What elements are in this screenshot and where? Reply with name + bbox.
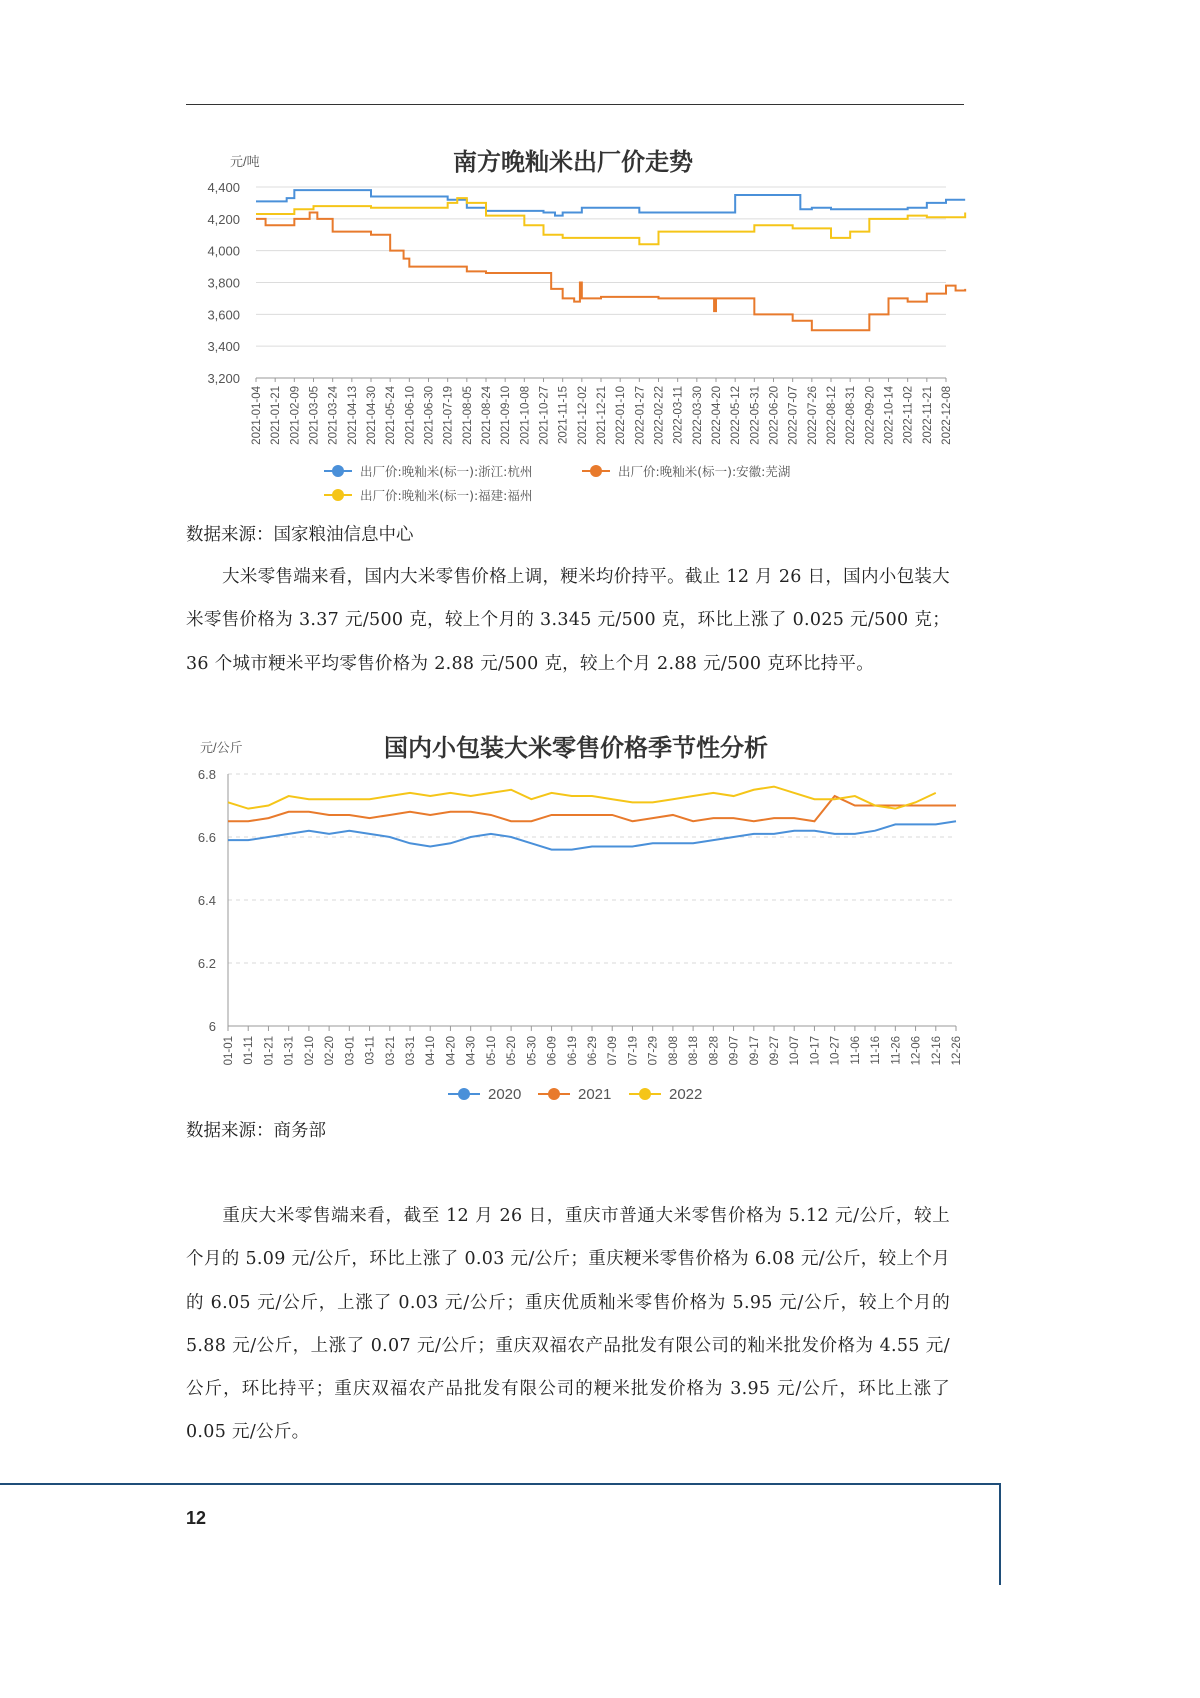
x-tick-label: 03-31 [405,1036,417,1066]
x-tick-label: 12-06 [910,1036,923,1066]
x-tick-label: 2021-01-21 [270,386,283,445]
x-tick-label: 2022-05-12 [730,386,743,445]
legend-label: 2021 [578,1086,612,1103]
x-tick-label: 12-26 [951,1036,963,1066]
x-tick-label: 2021-04-13 [346,386,359,445]
legend-label: 出厂价:晚籼米(标一):浙江:杭州 [360,464,533,479]
x-tick-label: 2022-07-26 [806,386,819,445]
x-tick-label: 2022-09-20 [864,386,877,445]
legend-marker [458,1088,470,1100]
x-tick-label: 2021-10-27 [538,386,551,445]
x-tick-label: 2021-10-08 [519,386,532,445]
y-tick-label: 3,200 [207,371,240,386]
y-tick-label: 4,200 [207,211,240,227]
x-tick-label: 03-11 [364,1036,377,1065]
x-tick-label: 05-20 [506,1036,519,1066]
x-tick-label: 2021-09-10 [500,386,513,445]
legend-label: 出厂价:晚籼米(标一):福建:福州 [360,488,533,503]
y-axis-unit: 元/公斤 [200,740,243,755]
series-line [228,787,936,809]
x-tick-label: 2022-12-08 [941,386,953,445]
x-tick-label: 10-27 [829,1036,842,1066]
x-tick-label: 2022-11-21 [921,386,934,444]
y-tick-label: 4,000 [207,243,240,259]
x-tick-label: 2021-03-24 [327,386,340,445]
y-tick-label: 6.6 [197,830,216,845]
x-tick-label: 2021-12-02 [576,386,589,445]
legend-label: 出厂价:晚籼米(标一):安徽:芜湖 [618,464,791,479]
series-line [228,821,956,849]
x-tick-label: 08-18 [688,1036,701,1066]
x-tick-label: 09-27 [769,1036,781,1066]
x-tick-label: 04-10 [425,1036,438,1066]
x-tick-label: 2021-06-10 [404,386,417,445]
series-line [256,198,965,244]
y-tick-label: 6.4 [197,893,216,908]
y-tick-label: 6.2 [197,956,216,971]
x-tick-label: 2022-03-11 [672,386,685,444]
y-tick-label: 3,800 [207,275,240,291]
chart1-source: 数据来源：国家粮油信息中心 [186,525,414,545]
x-tick-label: 07-19 [627,1036,640,1066]
y-tick-label: 3,400 [207,339,240,355]
x-tick-label: 01-31 [283,1036,296,1066]
x-tick-label: 2021-01-04 [251,386,263,445]
legend-marker [590,465,602,477]
x-tick-label: 01-21 [263,1036,276,1066]
legend-label: 2020 [488,1086,522,1103]
x-tick-label: 2021-02-09 [289,386,302,445]
x-tick-label: 12-16 [930,1036,943,1066]
chart-factory-price-svg [186,140,966,515]
x-tick-label: 2021-04-30 [366,386,378,445]
x-tick-label: 10-07 [789,1036,802,1066]
x-tick-label: 07-29 [647,1036,660,1066]
page-number: 12 [186,1508,207,1528]
x-tick-label: 2022-05-31 [749,386,762,445]
x-tick-label: 06-19 [566,1036,579,1066]
x-tick-label: 2021-08-24 [481,386,493,445]
chart-factory-price [186,140,966,515]
x-tick-label: 05-30 [526,1036,539,1066]
x-tick-label: 04-20 [445,1036,458,1066]
x-tick-label: 2022-03-30 [691,386,704,445]
header-rule [186,104,964,105]
x-tick-label: 09-07 [728,1036,741,1066]
chart-seasonal [186,728,966,1113]
y-tick-label: 6 [208,1019,216,1034]
y-tick-label: 6.8 [197,767,216,782]
legend-marker [548,1088,560,1100]
chart-title: 南方晚籼米出厂价走势 [453,148,693,176]
x-tick-label: 08-08 [667,1036,680,1066]
series-line [256,190,965,215]
x-tick-label: 10-17 [809,1036,822,1066]
x-tick-label: 2021-11-15 [557,386,570,444]
legend-label: 2022 [669,1086,703,1103]
x-tick-label: 2021-08-05 [461,386,474,445]
x-tick-label: 2022-11-02 [902,386,915,444]
x-tick-label: 01-01 [223,1036,235,1066]
x-tick-label: 2022-08-12 [826,386,838,445]
chart-seasonal-svg [186,728,966,1113]
y-tick-label: 4,400 [207,180,240,195]
x-tick-label: 2022-04-20 [711,386,723,445]
x-tick-label: 11-06 [849,1036,862,1065]
x-tick-label: 2022-06-20 [768,386,781,445]
x-tick-label: 2021-03-05 [308,386,321,445]
chart-title: 国内小包装大米零售价格季节性分析 [384,734,768,762]
legend-marker [332,489,344,501]
x-tick-label: 2021-05-24 [385,386,398,445]
x-tick-label: 2022-01-10 [615,386,628,445]
chart2-source: 数据来源：商务部 [186,1121,326,1141]
paragraph-retail-national-text: 大米零售端来看，国内大米零售价格上调，粳米均价持平。截止 12 月 26 日，国内小包装大米零售价格为 3.37 元/500 克，较上个月的 3.345 元/500 克，环比上涨了 0.025 元/500 克；36 个城市粳米平均零售价格为 2.88 元/500 克，较上个月 2.88 元/500 克环比持平。 [186,567,950,674]
x-tick-label: 2022-02-22 [653,386,666,445]
legend-marker [639,1088,651,1100]
paragraph-retail-national [186,556,950,686]
x-tick-label: 03-01 [344,1036,357,1066]
x-tick-label: 03-21 [384,1036,397,1066]
y-axis-unit: 元/吨 [230,154,260,169]
paragraph-retail-chongqing [186,1195,950,1455]
x-tick-label: 2022-08-31 [845,386,858,445]
x-tick-label: 2021-07-19 [442,386,455,445]
x-tick-label: 11-16 [870,1036,883,1065]
x-tick-label: 02-20 [324,1036,337,1066]
x-tick-label: 06-09 [546,1036,559,1066]
paragraph-retail-chongqing-text: 重庆大米零售端来看，截至 12 月 26 日，重庆市普通大米零售价格为 5.12 元/公斤，较上个月的 5.09 元/公斤，环比上涨了 0.03 元/公斤；重庆粳米零售价格为 6.08 元/公斤，较上个月的 6.05 元/公斤，上涨了 0.03 元/公斤；重庆优质籼米零售价格为 5.95 元/公斤，较上个月的 5.88 元/公斤，上涨了 0.07 元/公斤；重庆双福农产品批发有限公司的籼米批发价格为 4.55 元/公斤，环比持平；重庆双福农产品批发有限公司的粳米批发价格为 3.95 元/公斤，环比上涨了 0.05 元/公斤。 [186,1206,950,1443]
x-tick-label: 07-09 [607,1036,620,1066]
x-tick-label: 05-10 [485,1036,498,1066]
y-tick-label: 3,600 [207,307,240,323]
x-tick-label: 2022-07-07 [787,386,800,445]
x-tick-label: 09-17 [748,1036,761,1066]
x-tick-label: 2022-01-27 [634,386,647,445]
legend-marker [332,465,344,477]
x-tick-label: 06-29 [587,1036,599,1066]
x-tick-label: 2022-10-14 [883,386,896,445]
series-line [256,212,965,330]
x-tick-label: 2021-06-30 [423,386,436,445]
x-tick-label: 02-10 [303,1036,316,1066]
x-tick-label: 01-11 [243,1036,256,1065]
x-tick-label: 08-28 [708,1036,721,1066]
x-tick-label: 2021-12-21 [596,386,608,445]
footer-frame [0,1483,1001,1585]
x-tick-label: 11-26 [890,1036,903,1065]
x-tick-label: 04-30 [465,1036,478,1066]
